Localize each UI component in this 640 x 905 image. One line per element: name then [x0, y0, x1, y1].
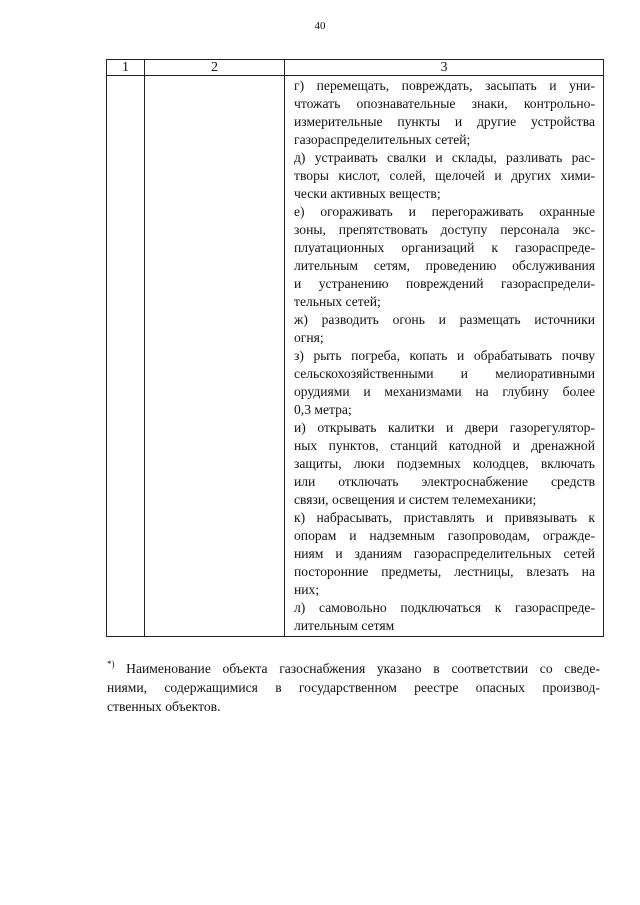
table-cell-text-line: плуатационных организаций к газораспреде- — [294, 240, 595, 255]
footnote-text: ниями, содержащимися в государственном реестре опасных производ- — [107, 680, 600, 695]
footnote-line — [107, 697, 600, 716]
table-cell-col3 — [285, 76, 604, 637]
table-cell-text-line: е) огораживать и перегораживать охранные — [294, 204, 595, 219]
table-cell-text-line: творы кислот, солей, щелочей и других хими- — [294, 168, 595, 183]
table-cell-col2 — [145, 76, 285, 637]
table-cell-text-line: лительным сетям — [294, 618, 395, 633]
table-cell-text-line: ных пунктов, станций катодной и дренажной — [294, 438, 595, 453]
table-row — [107, 76, 604, 637]
table-cell-col1 — [107, 76, 145, 637]
footnote-marker: *) — [107, 659, 115, 669]
table-cell-text-line: опорам и надземным газопроводам, огражде- — [294, 528, 595, 543]
table-cell-text-line: них; — [294, 582, 320, 597]
table-cell-text-line: ниям и зданиям газораспределительных сетей — [294, 546, 595, 561]
table-cell-text-line: связи, освещения и систем телемеханики; — [294, 492, 537, 507]
table-cell-text-line: г) перемещать, повреждать, засыпать и уни- — [294, 78, 595, 93]
table-cell-text-line: газораспределительных сетей; — [294, 132, 471, 147]
column-header-1: 1 — [107, 60, 145, 76]
table-header-row — [107, 60, 604, 76]
table-cell-text-line: и) открывать калитки и двери газорегулятор- — [294, 420, 595, 435]
table-cell-text-line: д) устраивать свалки и склады, разливать рас- — [294, 150, 595, 165]
footnote — [107, 659, 600, 716]
table-cell-text-line: к) набрасывать, приставлять и привязывать к — [294, 510, 595, 525]
requirements-table — [106, 59, 604, 637]
footnote-text: Наименование объекта газоснабжения указано в соответствии со сведе- — [114, 661, 600, 676]
table-cell-text-line: л) самовольно подключаться к газораспреде- — [294, 600, 595, 615]
page-number: 40 — [314, 20, 326, 32]
footnote-line — [107, 678, 600, 697]
table-cell-text-line: и устранению повреждений газораспредели- — [294, 276, 595, 291]
table-cell-text-line: орудиями и механизмами на глубину более — [294, 384, 595, 399]
table-cell-text-line: чтожать опознавательные знаки, контрольно- — [294, 96, 595, 111]
table-cell-text-line: тельных сетей; — [294, 294, 381, 309]
table-cell-text-line: зоны, препятствовать доступу персонала экс- — [294, 222, 595, 237]
table-cell-text-line: огня; — [294, 330, 324, 345]
column-header-3: 3 — [285, 60, 604, 76]
table-cell-text-line: или отключать электроснабжение средств — [294, 474, 595, 489]
footnote-line — [107, 659, 600, 678]
table-cell-text-line: измерительные пункты и другие устройства — [294, 114, 595, 129]
column-header-2: 2 — [145, 60, 285, 76]
footnote-text: ственных объектов. — [107, 699, 221, 714]
table-cell-text-line: посторонние предметы, лестницы, влезать на — [294, 564, 595, 579]
table-cell-text-line: з) рыть погреба, копать и обрабатывать почву — [294, 348, 595, 363]
table-cell-text-line: ж) разводить огонь и размещать источники — [294, 312, 595, 327]
table-cell-text-line: 0,3 метра; — [294, 402, 352, 417]
table-cell-text-line: лительным сетям, проведению обслуживания — [294, 258, 595, 273]
table-cell-text-line: сельскохозяйственными и мелиоративными — [294, 366, 595, 381]
table-cell-text-line: защиты, люки подземных колодцев, включать — [294, 456, 595, 471]
table-cell-text-line: чески активных веществ; — [294, 186, 441, 201]
